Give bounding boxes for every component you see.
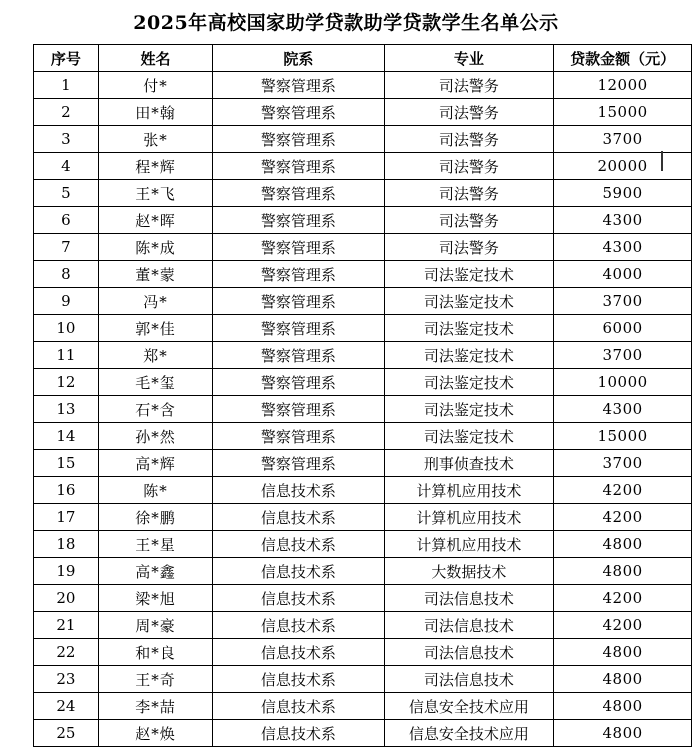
- cell-name: 李*喆: [98, 693, 212, 720]
- table-row: [34, 558, 692, 585]
- cell-name: 赵*晖: [98, 207, 212, 234]
- cell-name: 孙*然: [98, 423, 212, 450]
- cell-major: 信息安全技术应用: [384, 720, 554, 747]
- cell-index: 18: [34, 531, 99, 558]
- cell-department: 信息技术系: [213, 693, 384, 720]
- cell-name: 董*蒙: [98, 261, 212, 288]
- cell-department: 信息技术系: [213, 639, 384, 666]
- cell-index: 8: [34, 261, 99, 288]
- table-row: [34, 396, 692, 423]
- cell-index: 19: [34, 558, 99, 585]
- cell-amount: 4300: [554, 234, 692, 261]
- cell-index: 13: [34, 396, 99, 423]
- cell-index: 3: [34, 126, 99, 153]
- cell-amount: 4200: [554, 612, 692, 639]
- cell-index: 16: [34, 477, 99, 504]
- cell-major: 刑事侦查技术: [384, 450, 554, 477]
- cell-department: 警察管理系: [213, 153, 384, 180]
- cell-major: 司法信息技术: [384, 612, 554, 639]
- cell-major: 计算机应用技术: [384, 477, 554, 504]
- cell-index: 23: [34, 666, 99, 693]
- cell-department: 信息技术系: [213, 558, 384, 585]
- cell-department: 信息技术系: [213, 720, 384, 747]
- page-title: 2025年高校国家助学贷款助学贷款学生名单公示: [133, 12, 559, 34]
- table-row: [34, 693, 692, 720]
- cell-major: 大数据技术: [384, 558, 554, 585]
- cell-amount: 4000: [554, 261, 692, 288]
- header-index: 序号: [34, 45, 99, 72]
- table-row: [34, 261, 692, 288]
- cell-index: 11: [34, 342, 99, 369]
- cell-name: 陈*成: [98, 234, 212, 261]
- table-header-row: [34, 45, 692, 72]
- cell-department: 警察管理系: [213, 72, 384, 99]
- cell-major: 司法鉴定技术: [384, 288, 554, 315]
- cell-index: 20: [34, 585, 99, 612]
- cell-name: 郑*: [98, 342, 212, 369]
- cell-major: 司法警务: [384, 72, 554, 99]
- header-amount: 贷款金额（元）: [554, 45, 692, 72]
- cell-major: 司法鉴定技术: [384, 396, 554, 423]
- cell-amount: 4800: [554, 693, 692, 720]
- table-row: [34, 477, 692, 504]
- cell-amount: 15000: [554, 423, 692, 450]
- cell-name: 郭*佳: [98, 315, 212, 342]
- cell-name: 付*: [98, 72, 212, 99]
- cell-amount: 4300: [554, 207, 692, 234]
- cell-index: 5: [34, 180, 99, 207]
- cell-index: 21: [34, 612, 99, 639]
- cell-index: 22: [34, 639, 99, 666]
- cell-index: 9: [34, 288, 99, 315]
- cell-amount: 15000: [554, 99, 692, 126]
- cell-index: 17: [34, 504, 99, 531]
- cell-index: 24: [34, 693, 99, 720]
- cell-department: 警察管理系: [213, 126, 384, 153]
- cell-amount: 3700: [554, 126, 692, 153]
- cell-major: 司法警务: [384, 207, 554, 234]
- table-row: [34, 423, 692, 450]
- cell-major: 司法警务: [384, 126, 554, 153]
- cell-amount: 4800: [554, 720, 692, 747]
- cell-department: 警察管理系: [213, 315, 384, 342]
- cell-name: 高*鑫: [98, 558, 212, 585]
- table-row: [34, 207, 692, 234]
- cell-amount: 4800: [554, 666, 692, 693]
- cell-amount: 4800: [554, 531, 692, 558]
- cell-index: 1: [34, 72, 99, 99]
- cell-department: 警察管理系: [213, 423, 384, 450]
- cell-major: 司法信息技术: [384, 585, 554, 612]
- cell-amount: 6000: [554, 315, 692, 342]
- table-row: [34, 126, 692, 153]
- table-row: [34, 180, 692, 207]
- cell-major: 司法信息技术: [384, 666, 554, 693]
- table-row: [34, 342, 692, 369]
- text-cursor: [661, 151, 663, 171]
- table-row: [34, 99, 692, 126]
- cell-amount: 3700: [554, 288, 692, 315]
- cell-name: 高*辉: [98, 450, 212, 477]
- table-row: [34, 369, 692, 396]
- cell-department: 信息技术系: [213, 585, 384, 612]
- cell-name: 赵*焕: [98, 720, 212, 747]
- cell-amount: 10000: [554, 369, 692, 396]
- cell-department: 警察管理系: [213, 369, 384, 396]
- cell-index: 2: [34, 99, 99, 126]
- cell-major: 司法警务: [384, 153, 554, 180]
- cell-department: 警察管理系: [213, 396, 384, 423]
- cell-name: 田*翰: [98, 99, 212, 126]
- cell-department: 警察管理系: [213, 180, 384, 207]
- cell-name: 王*飞: [98, 180, 212, 207]
- cell-department: 信息技术系: [213, 666, 384, 693]
- table-row: [34, 72, 692, 99]
- cell-amount: 4800: [554, 558, 692, 585]
- header-name: 姓名: [98, 45, 212, 72]
- cell-amount: 4300: [554, 396, 692, 423]
- table-row: [34, 585, 692, 612]
- cell-department: 信息技术系: [213, 531, 384, 558]
- cell-name: 冯*: [98, 288, 212, 315]
- table-row: [34, 315, 692, 342]
- cell-major: 司法警务: [384, 99, 554, 126]
- cell-department: 信息技术系: [213, 504, 384, 531]
- cell-amount: 20000: [554, 153, 692, 180]
- cell-department: 信息技术系: [213, 477, 384, 504]
- header-department: 院系: [213, 45, 384, 72]
- cell-amount: 4800: [554, 639, 692, 666]
- table-row: [34, 288, 692, 315]
- cell-name: 程*辉: [98, 153, 212, 180]
- table-row: [34, 450, 692, 477]
- cell-index: 4: [34, 153, 99, 180]
- cell-department: 警察管理系: [213, 234, 384, 261]
- cell-major: 计算机应用技术: [384, 504, 554, 531]
- cell-amount: 12000: [554, 72, 692, 99]
- table-row: [34, 153, 692, 180]
- cell-major: 司法鉴定技术: [384, 315, 554, 342]
- table-row: [34, 666, 692, 693]
- table-row: [34, 720, 692, 747]
- cell-major: 司法鉴定技术: [384, 342, 554, 369]
- cell-department: 警察管理系: [213, 99, 384, 126]
- cell-major: 司法警务: [384, 234, 554, 261]
- table-row: [34, 531, 692, 558]
- cell-major: 信息安全技术应用: [384, 693, 554, 720]
- table-row: [34, 612, 692, 639]
- cell-index: 15: [34, 450, 99, 477]
- cell-department: 警察管理系: [213, 207, 384, 234]
- cell-name: 梁*旭: [98, 585, 212, 612]
- cell-index: 6: [34, 207, 99, 234]
- cell-amount: 3700: [554, 450, 692, 477]
- cell-index: 10: [34, 315, 99, 342]
- cell-amount: 4200: [554, 477, 692, 504]
- cell-name: 陈*: [98, 477, 212, 504]
- header-major: 专业: [384, 45, 554, 72]
- cell-department: 警察管理系: [213, 342, 384, 369]
- cell-amount: 4200: [554, 585, 692, 612]
- cell-department: 警察管理系: [213, 261, 384, 288]
- table-row: [34, 639, 692, 666]
- cell-major: 司法信息技术: [384, 639, 554, 666]
- cell-department: 警察管理系: [213, 450, 384, 477]
- cell-name: 王*星: [98, 531, 212, 558]
- cell-index: 14: [34, 423, 99, 450]
- student-loan-table: [33, 44, 692, 747]
- cell-major: 司法警务: [384, 180, 554, 207]
- cell-major: 计算机应用技术: [384, 531, 554, 558]
- cell-major: 司法鉴定技术: [384, 423, 554, 450]
- cell-major: 司法鉴定技术: [384, 369, 554, 396]
- cell-name: 毛*玺: [98, 369, 212, 396]
- cell-index: 7: [34, 234, 99, 261]
- cell-name: 徐*鹏: [98, 504, 212, 531]
- table-body: [34, 72, 692, 747]
- cell-name: 王*奇: [98, 666, 212, 693]
- cell-amount: 4200: [554, 504, 692, 531]
- cell-department: 信息技术系: [213, 612, 384, 639]
- cell-index: 25: [34, 720, 99, 747]
- cell-amount: 3700: [554, 342, 692, 369]
- cell-department: 警察管理系: [213, 288, 384, 315]
- cell-name: 石*含: [98, 396, 212, 423]
- table-row: [34, 234, 692, 261]
- cell-index: 12: [34, 369, 99, 396]
- table-row: [34, 504, 692, 531]
- cell-amount: 5900: [554, 180, 692, 207]
- cell-major: 司法鉴定技术: [384, 261, 554, 288]
- cell-name: 周*豪: [98, 612, 212, 639]
- cell-name: 和*良: [98, 639, 212, 666]
- cell-name: 张*: [98, 126, 212, 153]
